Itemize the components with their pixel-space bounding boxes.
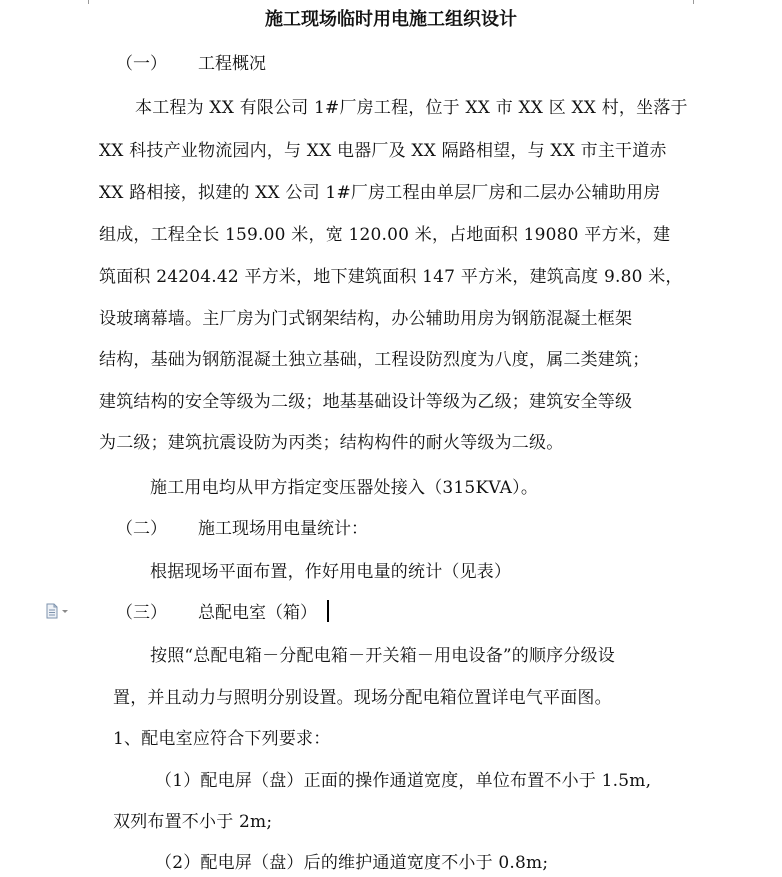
power-source-text: 施工用电均从甲方指定变压器处接入（315KVA）。 xyxy=(150,478,539,498)
text-cursor xyxy=(327,600,329,622)
requirement-heading: 1、配电室应符合下列要求： xyxy=(113,729,331,749)
distribution-line-1: 按照“总配电箱－分配电箱－开关箱－用电设备”的顺序分级设 xyxy=(150,646,615,666)
overview-line-4: 组成，工程全长 159.00 米，宽 120.00 米，占地面积 19080 平方米，建 xyxy=(99,225,671,245)
document-icon[interactable] xyxy=(45,603,71,619)
distribution-line-2: 置，并且动力与照明分别设置。现场分配电箱位置详电气平面图。 xyxy=(113,688,612,708)
section-3-title: 总配电室（箱） xyxy=(198,603,317,623)
overview-line-5: 筑面积 24204.42 平方米，地下建筑面积 147 平方米，建筑高度 9.80 米， xyxy=(99,267,683,287)
stats-note-text: 根据现场平面布置，作好用电量的统计（见表） xyxy=(150,562,512,582)
section-1-number: （一） xyxy=(116,54,167,74)
overview-line-8: 建筑结构的安全等级为二级；地基基础设计等级为乙级；建筑安全等级 xyxy=(99,392,633,412)
section-3-number: （三） xyxy=(116,603,167,623)
requirement-2-line: （2）配电屏（盘）后的维护通道宽度不小于 0.8m; xyxy=(155,853,549,873)
overview-line-2: XX 科技产业物流园内，与 XX 电器厂及 XX 隔路相望，与 XX 市主干道赤 xyxy=(99,141,667,161)
requirement-1-line-2: 双列布置不小于 2m; xyxy=(113,812,273,832)
overview-line-3: XX 路相接，拟建的 XX 公司 1#厂房工程由单层厂房和二层办公辅助用房 xyxy=(99,183,661,203)
overview-line-6: 设玻璃幕墙。主厂房为门式钢架结构，办公辅助用房为钢筋混凝土框架 xyxy=(99,309,633,329)
overview-line-1: 本工程为 XX 有限公司 1#厂房工程，位于 XX 市 XX 区 XX 村，坐落于 xyxy=(135,98,688,118)
document-title: 施工现场临时用电施工组织设计 xyxy=(265,9,517,30)
section-2-number: （二） xyxy=(116,519,167,539)
section-2-title: 施工现场用电量统计： xyxy=(198,519,368,539)
overview-line-7: 结构，基础为钢筋混凝土独立基础，工程设防烈度为八度，属二类建筑； xyxy=(99,350,650,370)
overview-line-9: 为二级；建筑抗震设防为丙类；结构构件的耐火等级为二级。 xyxy=(99,433,564,453)
requirement-1-line-1: （1）配电屏（盘）正面的操作通道宽度，单位布置不小于 1.5m, xyxy=(155,771,652,791)
section-1-title: 工程概况 xyxy=(198,54,266,74)
